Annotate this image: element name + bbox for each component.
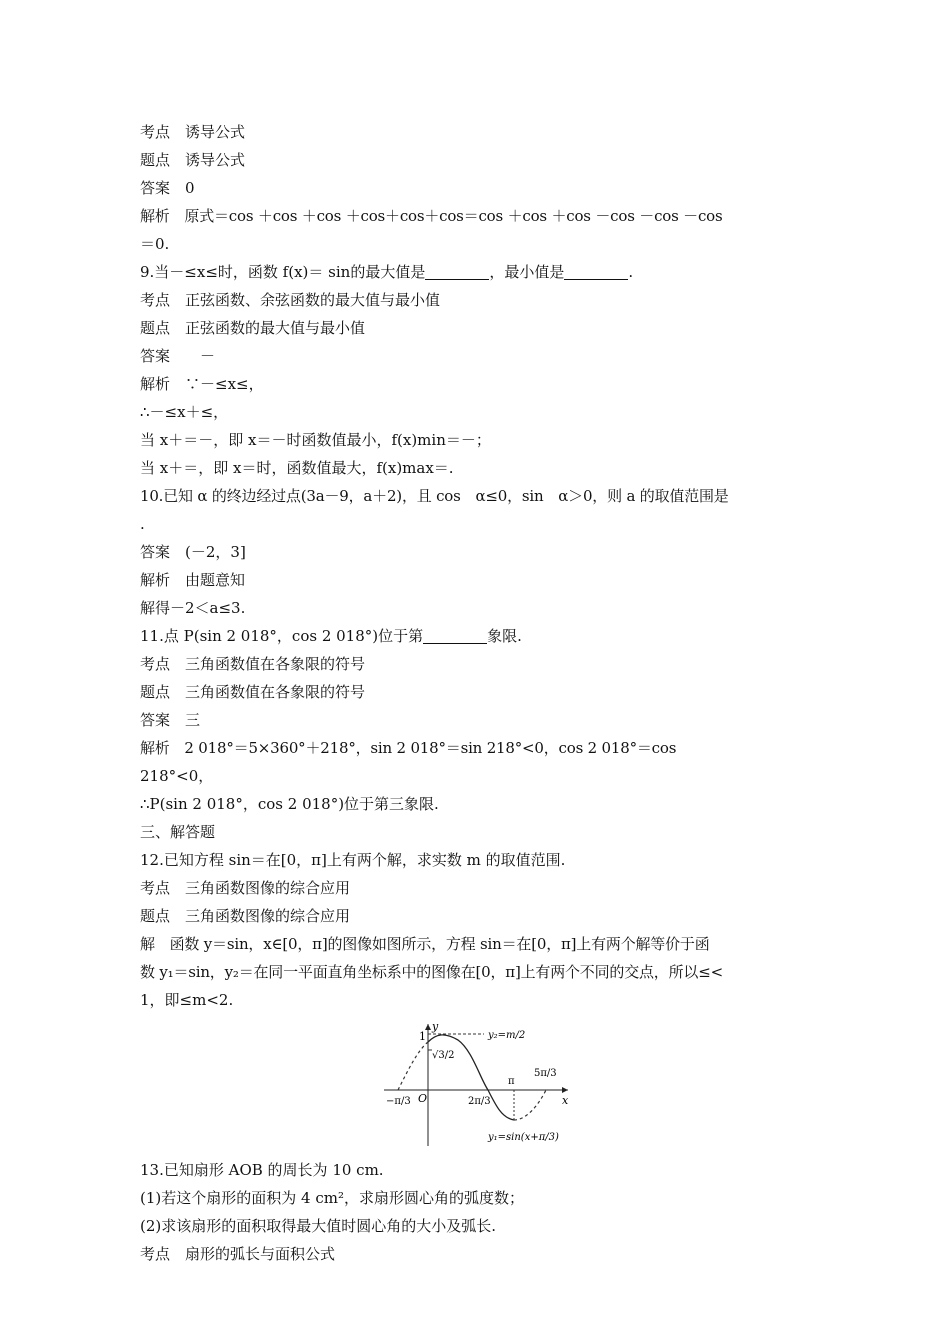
text-line: 解析 原式＝cos ＋cos ＋cos ＋cos＋cos＋cos＝cos ＋cos ＋cos －cos －cos －cos bbox=[140, 207, 723, 225]
label-5pi-over-3: 5π/3 bbox=[534, 1068, 557, 1079]
text-line: 当 x＋＝，即 x＝时，函数值最大，f(x)max＝. bbox=[140, 459, 454, 477]
sine-graph-figure bbox=[140, 1020, 812, 1152]
answer-blank[interactable] bbox=[564, 263, 628, 280]
curve-dashed-right bbox=[514, 1090, 546, 1120]
question-text: . bbox=[628, 263, 634, 281]
text-line: 答案 0 bbox=[140, 179, 195, 197]
question-text: 象限. bbox=[487, 627, 522, 645]
text-line: 考点 三角函数值在各象限的符号 bbox=[140, 655, 366, 673]
text-line: 答案 － bbox=[140, 347, 216, 365]
text-line: 题点 三角函数值在各象限的符号 bbox=[140, 683, 366, 701]
text-line: 解析 由题意知 bbox=[140, 571, 246, 589]
label-2pi-over-3: 2π/3 bbox=[468, 1096, 491, 1107]
text-line: 218°<0， bbox=[140, 767, 214, 785]
label-pi: π bbox=[508, 1076, 515, 1087]
text-line: . bbox=[140, 515, 145, 533]
text-line: ∴－≤x＋≤， bbox=[140, 403, 229, 421]
text-line: 解得－2＜a≤3. bbox=[140, 599, 246, 617]
text-line: 题点 诱导公式 bbox=[140, 151, 246, 169]
question-13: 13.已知扇形 AOB 的周长为 10 cm. bbox=[140, 1161, 384, 1179]
question-text: 9.当－≤x≤时，函数 f(x)＝ sin的最大值是 bbox=[140, 263, 426, 281]
text-line: 答案 (－2，3] bbox=[140, 543, 246, 561]
text-line: ＝0. bbox=[140, 235, 170, 253]
document-body bbox=[140, 118, 812, 1268]
x-axis-label: x bbox=[562, 1094, 569, 1107]
label-one: 1 bbox=[419, 1030, 426, 1043]
text-line: 解 函数 y＝sin，x∈[0，π]的图像如图所示，方程 sin＝在[0，π]上有两个解等价于函 bbox=[140, 935, 710, 953]
text-line: 题点 三角函数图像的综合应用 bbox=[140, 907, 351, 925]
section-heading: 三、解答题 bbox=[140, 823, 216, 841]
label-y2: y₂=m/2 bbox=[488, 1030, 526, 1041]
label-origin: O bbox=[418, 1092, 428, 1105]
text-line: ∴P(sin 2 018°，cos 2 018°)位于第三象限. bbox=[140, 795, 439, 813]
text-line: (1)若这个扇形的面积为 4 cm²，求扇形圆心角的弧度数； bbox=[140, 1189, 524, 1207]
text-line: 当 x＋＝－，即 x＝－时函数值最小，f(x)min＝－； bbox=[140, 431, 491, 449]
text-line: 题点 正弦函数的最大值与最小值 bbox=[140, 319, 366, 337]
text-line: 考点 三角函数图像的综合应用 bbox=[140, 879, 351, 897]
text-line: 答案 三 bbox=[140, 711, 201, 729]
question-11 bbox=[140, 622, 812, 650]
label-sqrt3-over-2: √3/2 bbox=[432, 1050, 455, 1061]
label-neg-pi-over-3: −π/3 bbox=[386, 1096, 411, 1107]
curve-dashed-left bbox=[398, 1042, 428, 1090]
text-line: 考点 正弦函数、余弦函数的最大值与最小值 bbox=[140, 291, 441, 309]
x-axis-arrow-icon bbox=[562, 1087, 568, 1093]
text-line: (2)求该扇形的面积取得最大值时圆心角的大小及弧长. bbox=[140, 1217, 497, 1235]
text-line: 解析 2 018°＝5×360°＋218°，sin 2 018°＝sin 218°<0，cos 2 018°＝cos bbox=[140, 739, 677, 757]
curve-solid bbox=[428, 1035, 514, 1120]
text-line: 1，即≤m<2. bbox=[140, 991, 234, 1009]
question-9 bbox=[140, 258, 812, 286]
text-line: 解析 ∵－≤x≤， bbox=[140, 375, 264, 393]
answer-blank[interactable] bbox=[425, 263, 489, 280]
sine-graph bbox=[384, 1020, 574, 1148]
question-10: 10.已知 α 的终边经过点(3a－9，a＋2)，且 cos α≤0，sin α＞0，则 a 的取值范围是 bbox=[140, 487, 729, 505]
text-line: 考点 诱导公式 bbox=[140, 123, 246, 141]
question-text: ，最小值是 bbox=[489, 263, 565, 281]
label-y1: y₁=sin(x+π/3) bbox=[488, 1132, 559, 1143]
question-12: 12.已知方程 sin＝在[0，π]上有两个解，求实数 m 的取值范围. bbox=[140, 851, 566, 869]
text-line: 考点 扇形的弧长与面积公式 bbox=[140, 1245, 336, 1263]
text-line: 数 y₁＝sin，y₂＝在同一平面直角坐标系中的图像在[0，π]上有两个不同的交点，所以≤< bbox=[140, 963, 723, 981]
question-text: 11.点 P(sin 2 018°，cos 2 018°)位于第 bbox=[140, 627, 424, 645]
y-axis-label: y bbox=[432, 1020, 439, 1033]
answer-blank[interactable] bbox=[423, 627, 487, 644]
